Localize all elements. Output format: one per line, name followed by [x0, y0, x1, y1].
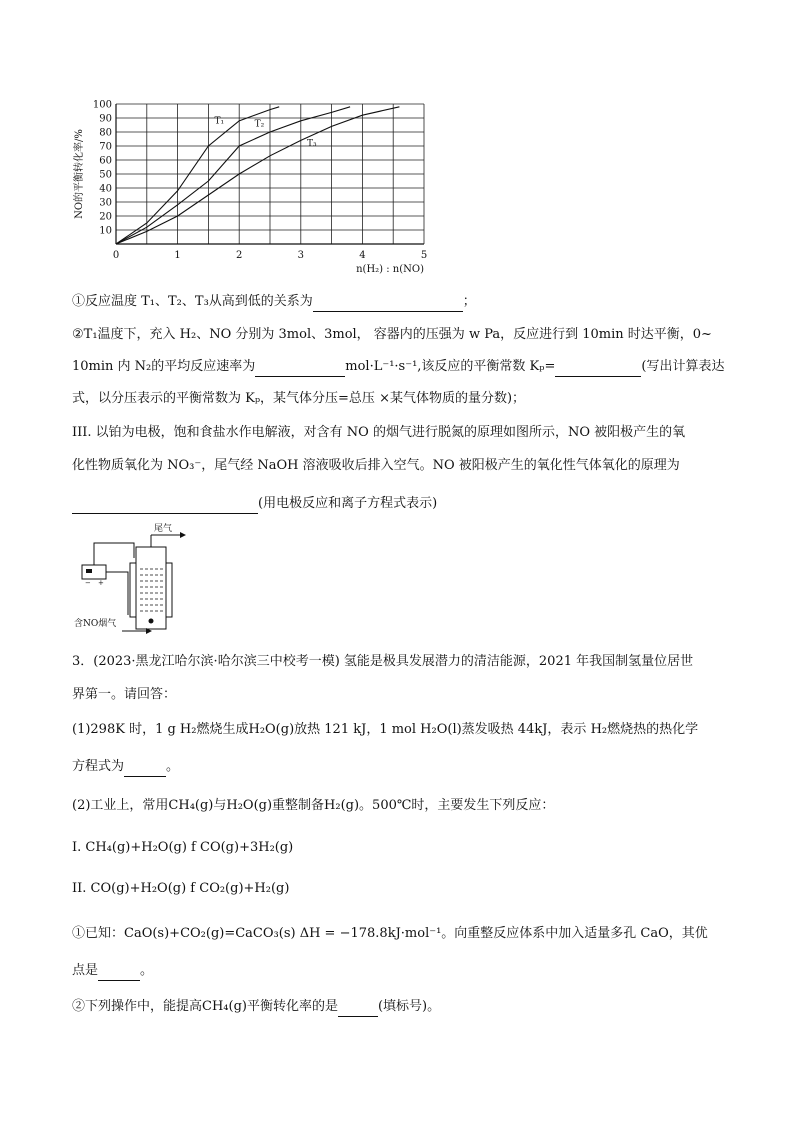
- battery-plus-label: +: [98, 579, 104, 587]
- p3-qb-text-a: ②下列操作中，能提高CH₄(g)平衡转化率的是: [72, 999, 338, 1014]
- p3-qa-blank[interactable]: [98, 966, 140, 981]
- series-label-1: T₁: [214, 116, 225, 127]
- q1-end: ；: [462, 294, 476, 309]
- electrode-right: [166, 563, 172, 617]
- q1-line: [72, 292, 476, 312]
- battery-terminal-icon: [86, 569, 92, 573]
- p3-qb-blank[interactable]: [338, 1002, 378, 1017]
- wire-positive: [106, 572, 128, 615]
- series-label-3: T₃: [306, 139, 317, 149]
- reaction-1: I. CH₄(g)+H₂O(g) f CO(g)+3H₂(g): [72, 840, 294, 855]
- q1-text: ①反应温度 T₁、T₂、T₃从高到低的关系为: [72, 294, 313, 309]
- y-axis-label: NO的平衡转化率/%: [74, 129, 85, 219]
- p3-s1-line2-text: 方程式为: [72, 759, 125, 774]
- y-tick-label: 50: [99, 169, 112, 181]
- electrolyte-lines: [140, 569, 163, 611]
- p3-s1-line1: (1)298K 时，1 g H₂燃烧生成H₂O(g)放热 121 kJ，1 mol H₂O(l)蒸发吸热 44kJ，表示 H₂燃烧热的热化学: [72, 722, 699, 737]
- electrode-left: [130, 563, 136, 617]
- q1-answer-blank[interactable]: [313, 297, 463, 312]
- q2-line1: ②T₁温度下，充入 H₂、NO 分别为 3mol、3mol， 容器内的压强为 w Pa，反应进行到 10min 时达平衡，0~: [72, 327, 712, 342]
- q2-line2-c: (写出计算表达: [641, 359, 725, 374]
- y-tick-label: 70: [99, 141, 112, 153]
- p3-qa-end: 。: [140, 963, 154, 978]
- q2-line2-a: 10min 内 N₂的平均反应速率为: [72, 359, 256, 374]
- x-tick-label: 1: [174, 250, 181, 261]
- y-tick-label: 40: [99, 183, 112, 195]
- p3-qa-line2-text: 点是: [72, 963, 99, 978]
- p3-s1-line2: [72, 757, 179, 777]
- y-tick-label: 10: [99, 225, 112, 237]
- q2-rate-blank[interactable]: [255, 362, 345, 377]
- y-tick-label: 20: [99, 211, 112, 223]
- wire-negative: [94, 543, 134, 565]
- q3-line1: III. 以铂为电极，饱和食盐水作电解液，对含有 NO 的烟气进行脱氮的原理如图所示，NO 被阳极产生的氧: [72, 425, 686, 440]
- p3-qa-line1: ①已知：CaO(s)+CO₂(g)=CaCO₃(s) ΔH = −178.8kJ·mol⁻¹。向重整反应体系中加入适量多孔 CaO，其优: [72, 926, 708, 941]
- q2-line3: 式，以分压表示的平衡常数为 Kₚ，某气体分压=总压 ×某气体物质的量分数)；: [72, 391, 526, 406]
- q3-line2: 化性物质氧化为 NO₃⁻，尾气经 NaOH 溶液吸收后排入空气。NO 被阳极产生的氧化性气体氧化的原理为: [72, 458, 680, 473]
- q3-answer-blank[interactable]: [72, 499, 258, 514]
- x-tick-label: 0: [112, 250, 120, 261]
- y-tick-label: 30: [99, 197, 112, 209]
- conversion-chart: [70, 96, 450, 276]
- q2-line2: [72, 357, 724, 377]
- series-label-2: T₂: [254, 119, 265, 130]
- x-tick-label: 5: [420, 250, 428, 261]
- x-tick-label: 4: [359, 250, 366, 261]
- battery-minus-label: −: [85, 579, 91, 587]
- q3-line3: [72, 494, 437, 514]
- gas-bubbler-icon: [149, 619, 154, 624]
- q3-line3-text: (用电极反应和离子方程式表示): [258, 496, 438, 511]
- p3-s2-line1: (2)工业上，常用CH₄(g)与H₂O(g)重整制备H₂(g)。500℃时，主要发生下列反应：: [72, 798, 555, 813]
- x-tick-label: 3: [297, 250, 304, 261]
- y-tick-label: 60: [99, 155, 112, 167]
- p3-s1-end: 。: [166, 759, 180, 774]
- x-axis-label: n(H₂) : n(NO): [356, 264, 424, 275]
- inlet-gas-label: 含NO烟气: [74, 619, 117, 629]
- reaction-2: II. CO(g)+H₂O(g) f CO₂(g)+H₂(g): [72, 881, 290, 896]
- p3-qb-text-b: (填标号)。: [377, 999, 441, 1014]
- y-tick-label: 90: [99, 113, 112, 125]
- battery-icon: [82, 565, 106, 579]
- tail-gas-label: 尾气: [154, 524, 173, 534]
- y-tick-label: 100: [92, 99, 112, 111]
- p3-qb-line: [72, 997, 440, 1017]
- p3-line1: 3．(2023·黑龙江哈尔滨·哈尔滨三中校考一模) 氢能是极具发展潜力的清洁能源，2021 年我国制氢量位居世: [72, 654, 694, 669]
- x-tick-label: 2: [236, 250, 243, 261]
- series-line-2: [116, 107, 350, 244]
- y-tick-label: 80: [99, 127, 112, 139]
- cell-vessel: [136, 547, 166, 629]
- q2-line2-b: mol·L⁻¹·s⁻¹,该反应的平衡常数 Kₚ=: [345, 359, 556, 374]
- p3-s1-blank[interactable]: [124, 762, 166, 777]
- p3-line2: 界第一。请回答：: [72, 687, 177, 702]
- p3-qa-line2: [72, 961, 153, 981]
- electrolysis-cell-diagram: [72, 523, 202, 638]
- q2-kp-blank[interactable]: [555, 362, 641, 377]
